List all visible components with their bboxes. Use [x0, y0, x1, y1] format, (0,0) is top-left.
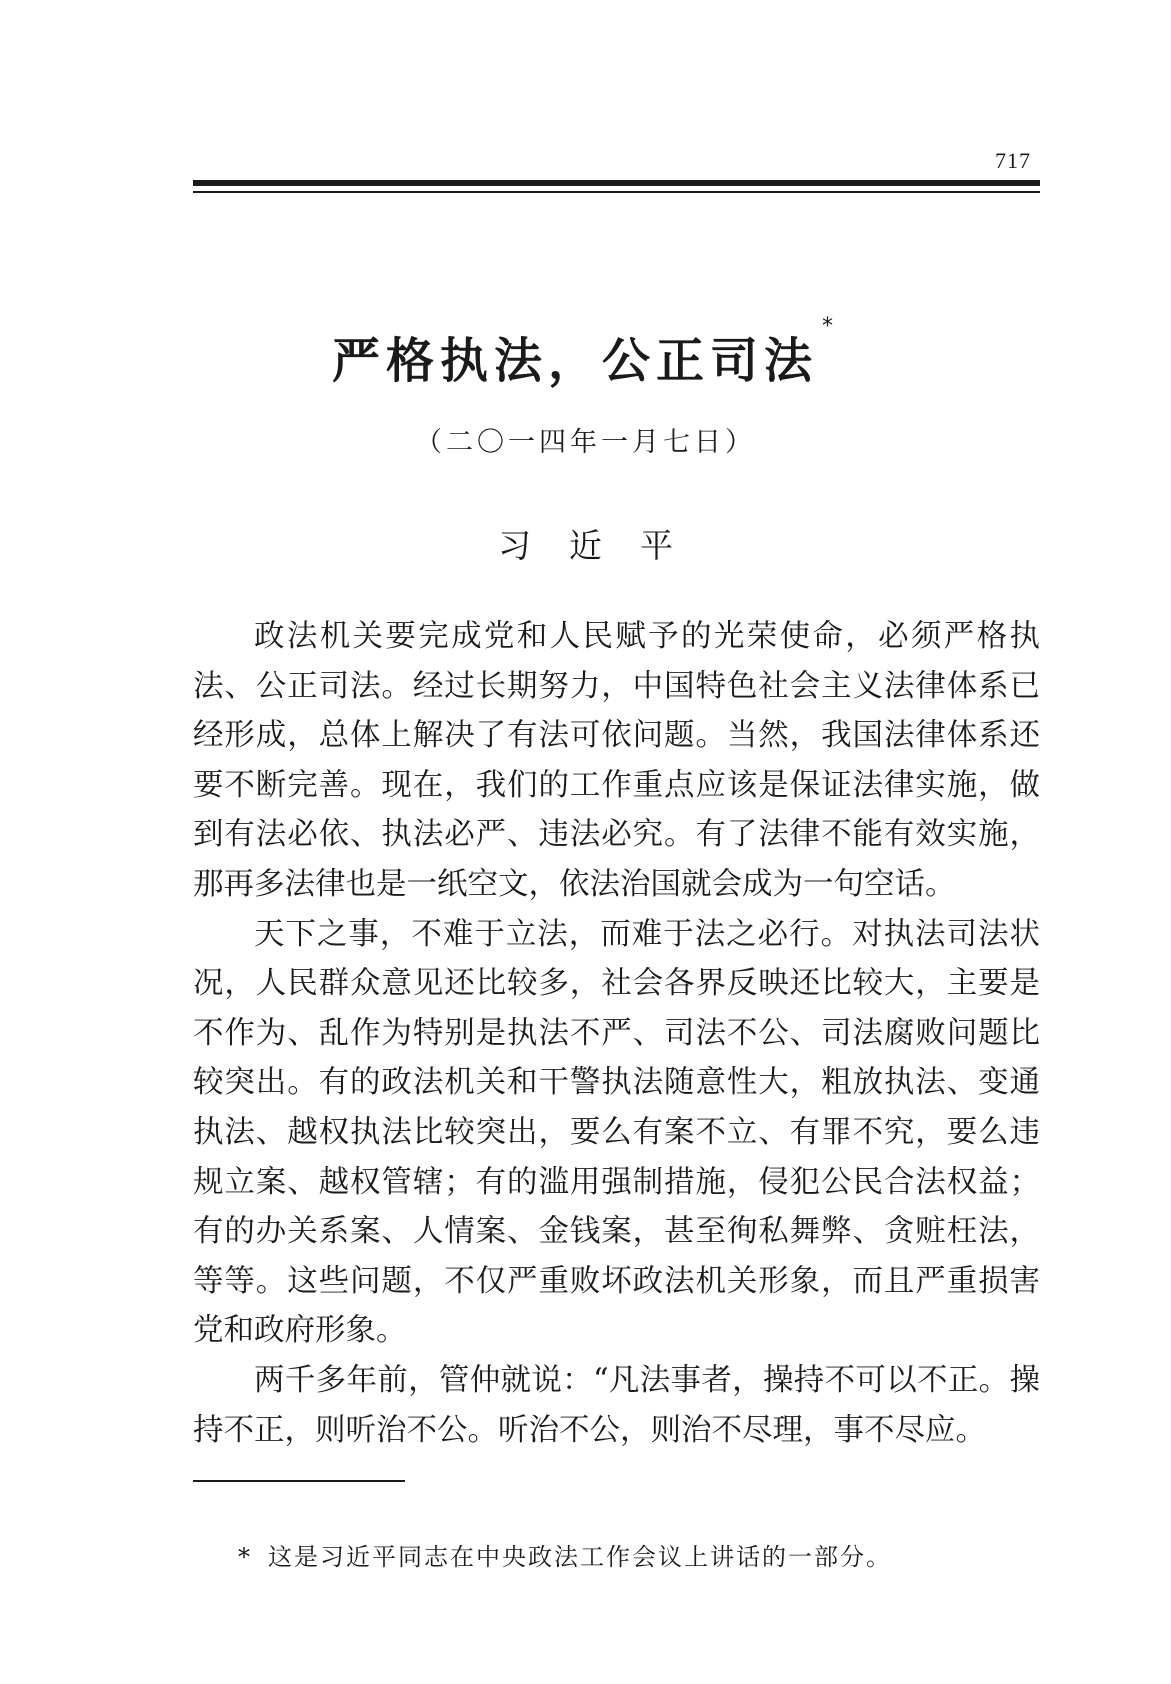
title-footnote-mark: * — [822, 314, 839, 339]
paragraph: 两千多年前，管仲就说：“凡法事者，操持不可以不正。操持不正，则听治不公。听治不公，则治不尽理，事不尽应。 — [193, 1362, 1040, 1448]
header-rule-thin — [193, 191, 1040, 193]
header-rule-thick — [193, 180, 1040, 186]
article-author: 习近平 — [498, 526, 711, 565]
footnote — [238, 1537, 892, 1572]
article-date: （二〇一四年一月七日） — [415, 427, 756, 458]
article-title — [0, 314, 1171, 391]
paragraph: 天下之事，不难于立法，而难于法之必行。对执法司法状况，人民群众意见还比较多，社会各界反映还比较大，主要是不作为、乱作为特别是执法不严、司法不公、司法腐败问题比较突出。有的政法机关和干警执法随意性大，粗放执法、变通执法、越权执法比较突出，要么有案不立、有罪不究，要么违规立案、越权管辖；有的滥用强制措施，侵犯公民合法权益；有的办关系案、人情案、金钱案，甚至徇私舞弊、贪赃枉法，等等。这些问题，不仅严重败坏政法机关形象，而且严重损害党和政府形象。 — [193, 916, 1040, 1349]
paragraph: 政法机关要完成党和人民赋予的光荣使命，必须严格执法、公正司法。经过长期努力，中国特色社会主义法律体系已经形成，总体上解决了有法可依问题。当然，我国法律体系还要不断完善。现在，我们的工作重点应该是保证法律实施，做到有法必依、执法必严、违法必究。有了法律不能有效实施，那再多法律也是一纸空文，依法治国就会成为一句空话。 — [193, 619, 1040, 902]
footnote-mark: * — [238, 1543, 252, 1571]
page-number: 717 — [995, 148, 1031, 173]
title-text: 严格执法，公正司法 — [331, 333, 818, 389]
footnote-text: 这是习近平同志在中央政法工作会议上讲话的一部分。 — [268, 1543, 892, 1571]
article-body — [193, 612, 1040, 1455]
footnote-rule — [193, 1480, 405, 1482]
